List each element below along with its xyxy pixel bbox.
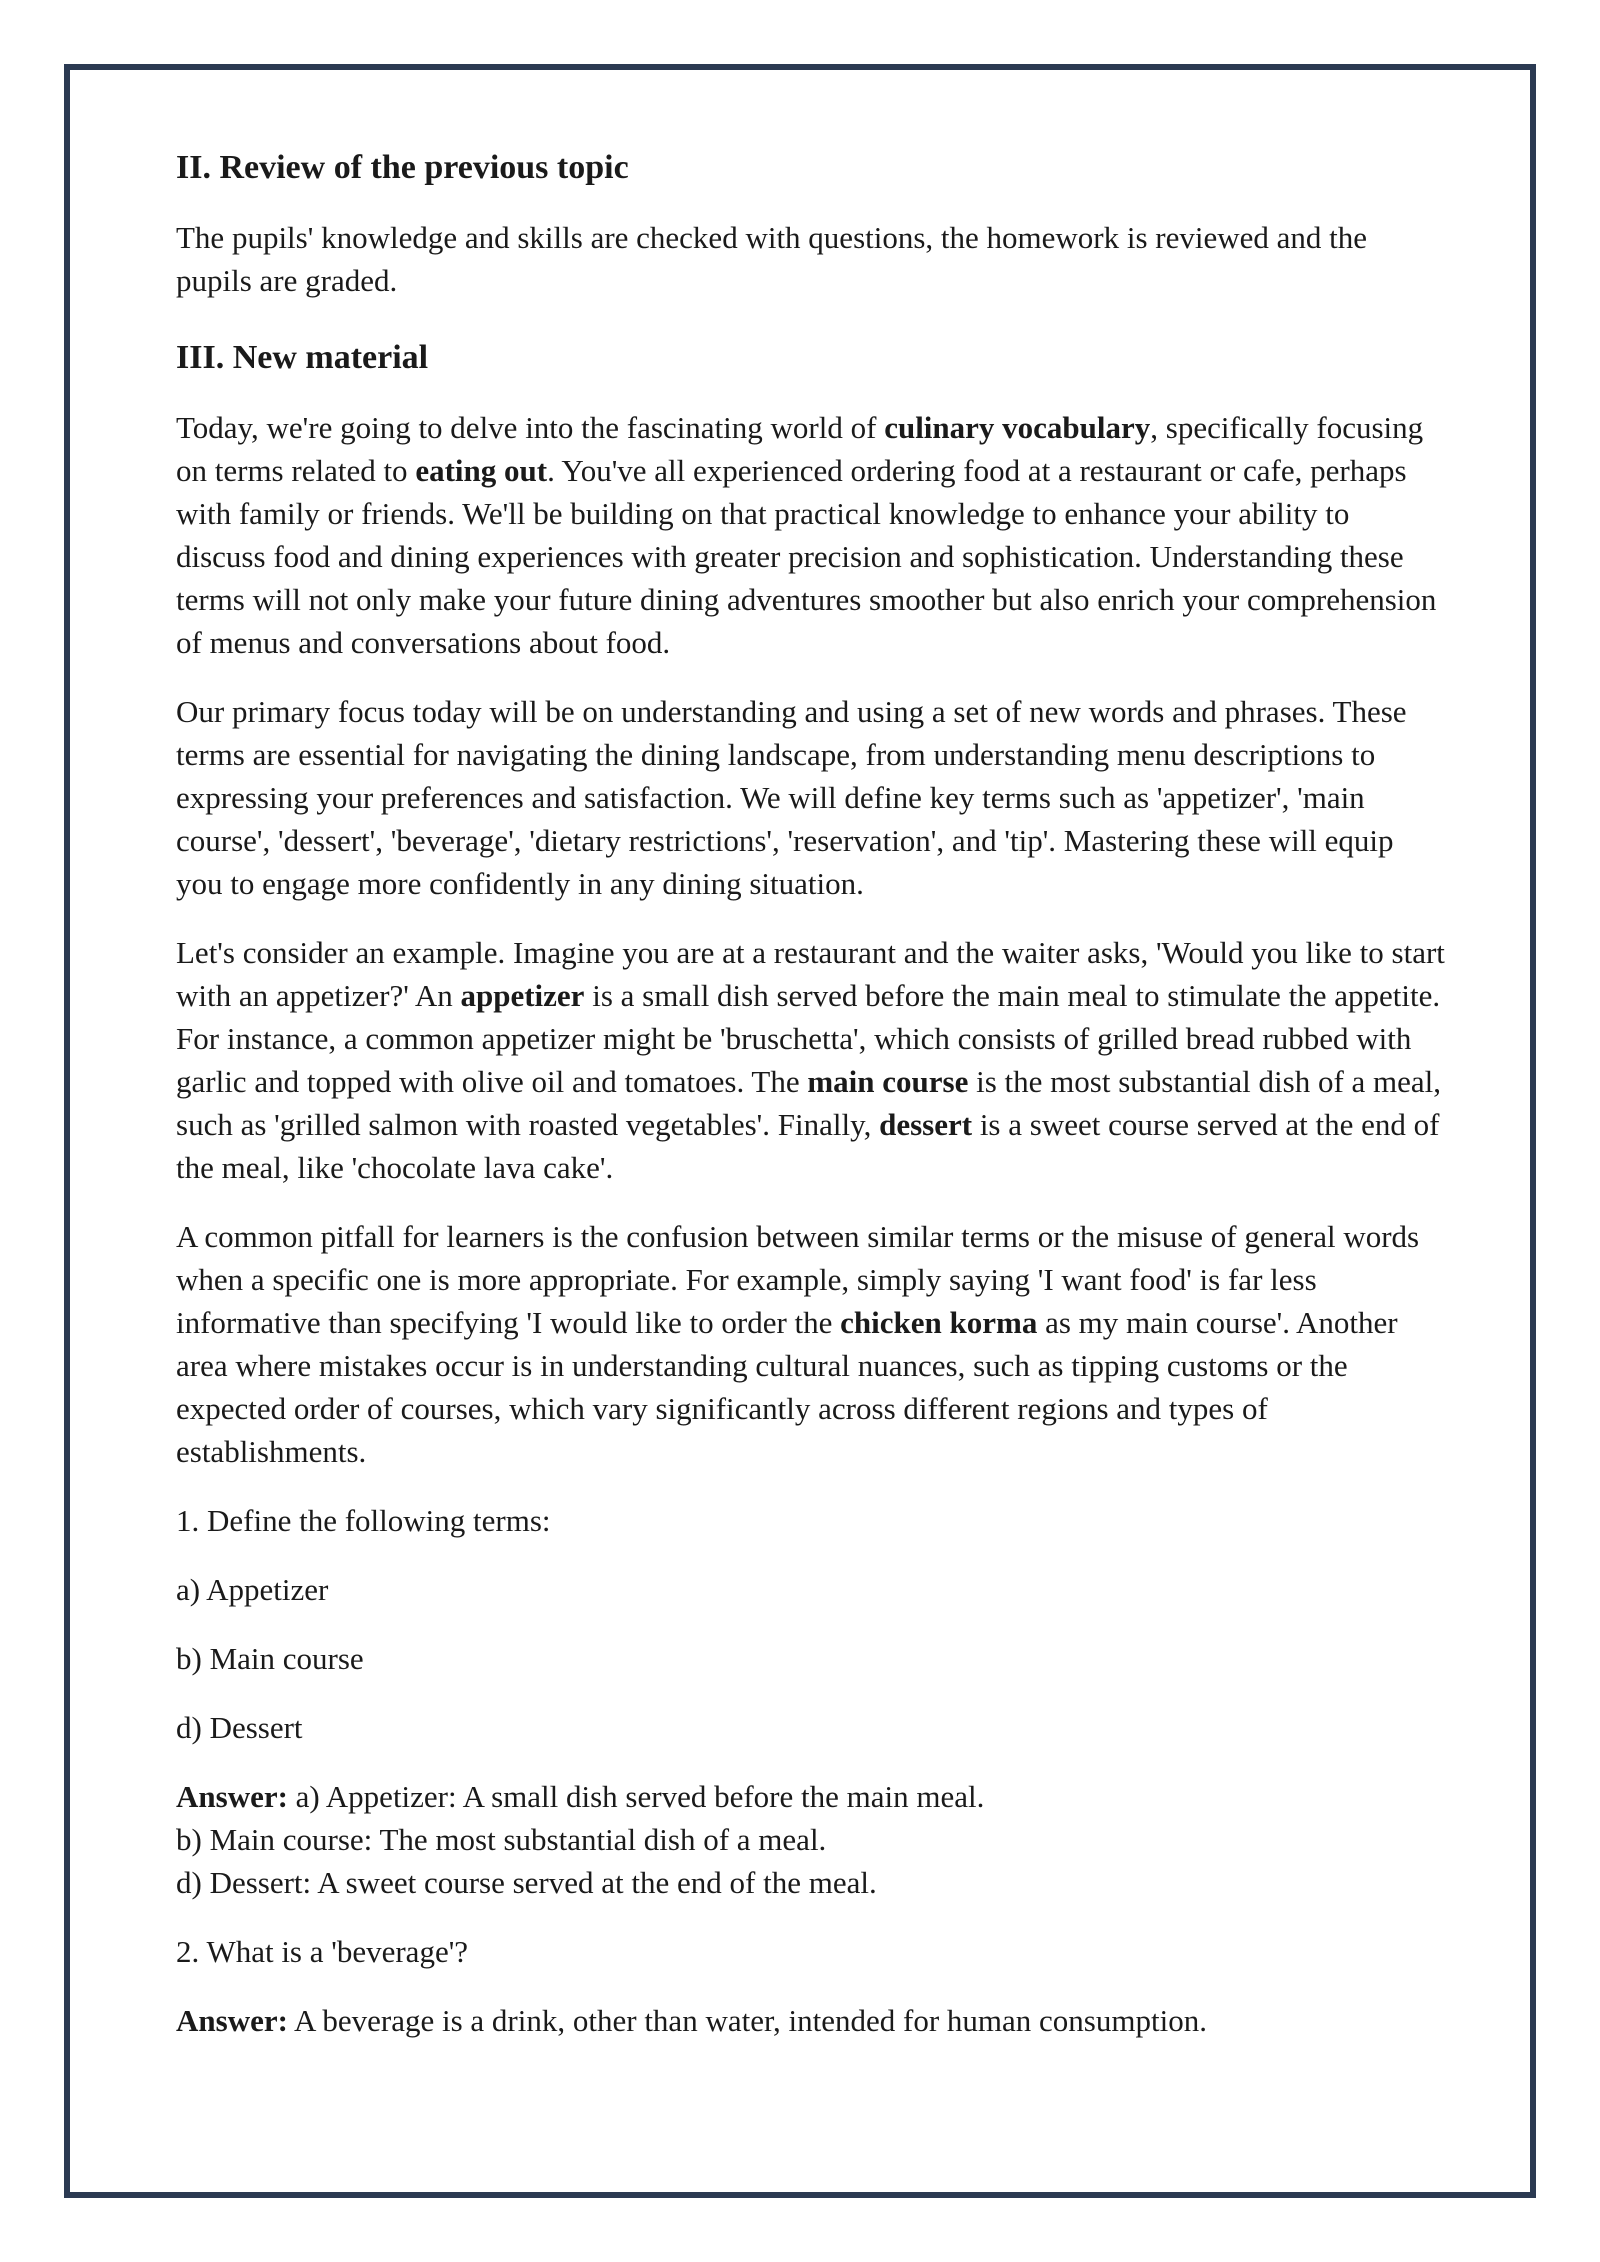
bold-term: dessert — [879, 1107, 973, 1142]
text-run: , specifically focusing on terms related to — [176, 410, 1424, 488]
example-paragraph — [176, 931, 1446, 1189]
text-run: is a sweet course served at the end of the meal, like 'chocolate lava cake'. — [176, 1107, 1440, 1185]
intro-paragraph — [176, 406, 1446, 664]
focus-paragraph: Our primary focus today will be on understanding and using a set of new words and phrases. These terms are essential for navigating the dining landscape, from understanding menu descriptions to expressing your preferences and satisfaction. We will define key terms such as 'appetizer', 'main course', 'dessert', 'beverage', 'dietary restrictions', 'reservation', and 'tip'. Mastering these will equip you to engage more confidently in any dining situation. — [176, 694, 1407, 901]
text-run: is a small dish served before the main meal to stimulate the appetite. For instance, a common appetizer might be 'bruschetta', which consists of grilled bread rubbed with garlic and topped with olive oil and tomatoes. The — [176, 978, 1441, 1099]
answer-label: Answer: — [176, 1779, 288, 1814]
section-heading-review: II. Review of the previous topic — [176, 149, 629, 186]
answer-line: d) Dessert: A sweet course served at the end of the meal. — [176, 1865, 877, 1900]
review-paragraph: The pupils' knowledge and skills are checked with questions, the homework is reviewed and the pupils are graded. — [176, 220, 1368, 298]
answer-line — [176, 1775, 1446, 1818]
bold-term: eating out — [415, 453, 548, 488]
question-1-item-a: a) Appetizer — [176, 1572, 329, 1607]
document-body — [176, 146, 1446, 2068]
question-1-answer — [176, 1775, 1446, 1904]
answer-text: A beverage is a drink, other than water, intended for human consumption. — [287, 2003, 1207, 2038]
question-1-prompt: 1. Define the following terms: — [176, 1503, 551, 1538]
answer-label: Answer: — [176, 2003, 288, 2038]
bold-term: appetizer — [460, 978, 585, 1013]
text-run: A common pitfall for learners is the confusion between similar terms or the misuse of general words when a specific one is more appropriate. For example, simply saying 'I want food' is far less informative than specifying 'I would like to order the — [176, 1219, 1420, 1340]
question-1-item-d: d) Dessert — [176, 1710, 303, 1745]
answer-line: b) Main course: The most substantial dish of a meal. — [176, 1822, 827, 1857]
answer-text: a) Appetizer: A small dish served before the main meal. — [287, 1779, 985, 1814]
bold-term: culinary vocabulary — [884, 410, 1151, 445]
text-run: as my main course'. Another area where mistakes occur is in understanding cultural nuances, such as tipping customs or the expected order of courses, which vary significantly across different regions and types of establishments. — [176, 1305, 1398, 1469]
question-2-answer — [176, 1999, 1446, 2042]
question-2-prompt: 2. What is a 'beverage'? — [176, 1934, 469, 1969]
bold-term: chicken korma — [840, 1305, 1038, 1340]
text-run: . You've all experienced ordering food at a restaurant or cafe, perhaps with family or friends. We'll be building on that practical knowledge to enhance your ability to discuss food and dining experiences with greater precision and sophistication. Understanding these terms will not only make your future dining adventures smoother but also enrich your comprehension of menus and conversations about food. — [176, 453, 1437, 660]
text-run: Let's consider an example. Imagine you are at a restaurant and the waiter asks, 'Would you like to start with an appetizer?' An — [176, 935, 1445, 1013]
text-run: Today, we're going to delve into the fascinating world of — [176, 410, 885, 445]
section-heading-new-material: III. New material — [176, 339, 429, 376]
pitfall-paragraph — [176, 1215, 1446, 1473]
bold-term: main course — [807, 1064, 969, 1099]
question-1-item-b: b) Main course — [176, 1641, 364, 1676]
text-run: is the most substantial dish of a meal, such as 'grilled salmon with roasted vegetables'. Finally, — [176, 1064, 1442, 1142]
